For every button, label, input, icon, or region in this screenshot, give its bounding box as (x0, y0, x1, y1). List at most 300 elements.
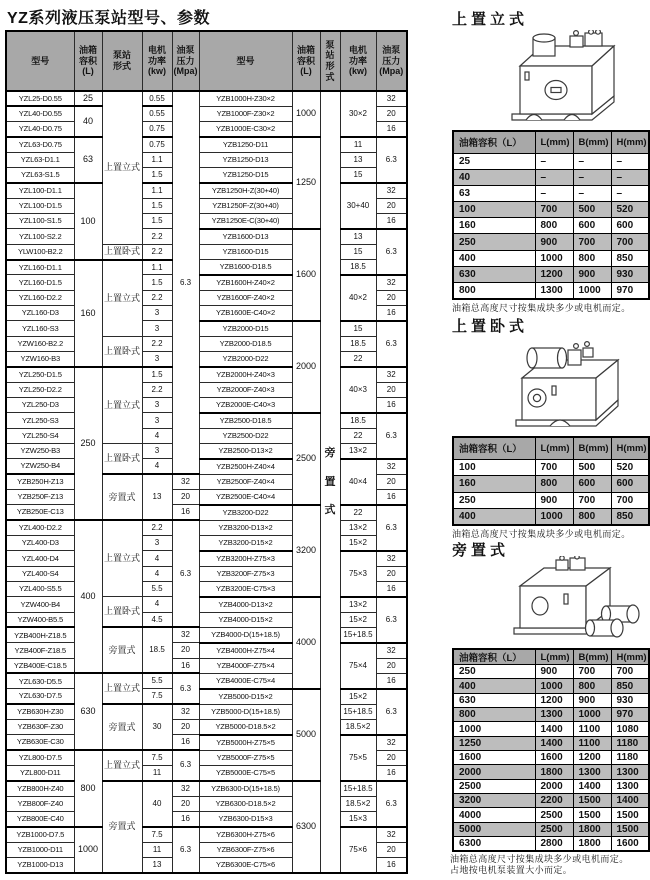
form-cell: 上置立式 (102, 367, 142, 444)
dimension-cell: 600 (573, 218, 611, 234)
pressure-cell: 20 (376, 382, 407, 397)
table-row (453, 169, 649, 185)
table-row (6, 352, 407, 367)
table-row (6, 704, 407, 719)
model-cell: YZL100-S1.5 (6, 214, 74, 229)
model-cell: YZL400-S5.5 (6, 582, 74, 597)
dimension-cell: 700 (573, 234, 611, 250)
table-row (6, 428, 407, 443)
model-cell: YZB6300F-Z75×6 (199, 842, 292, 857)
power-cell: 2.2 (142, 290, 172, 305)
capacity-cell: 630 (453, 693, 535, 707)
power-cell: 2.2 (142, 336, 172, 351)
horizontal-pump-station-drawing (492, 338, 642, 437)
model-cell: YZL160-D2.2 (6, 290, 74, 305)
power-cell: 15 (340, 321, 376, 336)
power-cell: 13 (340, 229, 376, 244)
pressure-cell: 32 (376, 827, 407, 842)
capacity-cell: 800 (453, 708, 535, 722)
model-cell: YZB2500-D18.5 (199, 413, 292, 428)
power-cell: 22 (340, 428, 376, 443)
table-row (453, 808, 649, 822)
side-mounted-pump-station-drawing (498, 556, 648, 653)
table-row (453, 509, 649, 526)
model-cell: YZB3200-D15×2 (199, 536, 292, 551)
capacity-cell: 2500 (453, 779, 535, 793)
model-cell: YZB4000H-Z75×4 (199, 643, 292, 658)
pressure-cell: 16 (172, 735, 199, 750)
dimension-cell: 500 (573, 202, 611, 218)
dimension-cell: 2800 (535, 837, 573, 851)
dimension-cell: 600 (611, 476, 649, 493)
model-cell: YZL100-D1.1 (6, 183, 74, 198)
pressure-cell: 6.3 (172, 91, 199, 474)
dimension-cell: 2200 (535, 794, 573, 808)
dimension-cell: 1300 (573, 765, 611, 779)
pressure-cell: 16 (172, 658, 199, 673)
power-cell: 3 (142, 352, 172, 367)
model-cell: YZL250-D3 (6, 398, 74, 413)
table-row (6, 275, 407, 290)
capacity-cell: 100 (74, 183, 102, 260)
model-cell: YZW400-B4 (6, 597, 74, 612)
capacity-cell: 2500 (292, 413, 320, 505)
model-cell: YZB400F-Z18.5 (6, 643, 74, 658)
pressure-cell: 16 (172, 811, 199, 826)
power-cell: 5.5 (142, 673, 172, 688)
capacity-cell: 25 (453, 153, 535, 169)
power-cell: 13 (142, 474, 172, 520)
capacity-cell: 4000 (292, 597, 320, 689)
capacity-cell: 63 (453, 185, 535, 201)
form-cell: 上置立式 (102, 673, 142, 704)
power-cell: 30+40 (340, 183, 376, 229)
model-cell: YZB1600-D18.5 (199, 260, 292, 275)
model-cell: YZB2500H-Z40×4 (199, 459, 292, 474)
dimension-cell: 700 (611, 234, 649, 250)
model-cell: YZB3200-D22 (199, 505, 292, 520)
dimension-cell: 1000 (573, 283, 611, 299)
model-cell: YZB2500F-Z40×4 (199, 474, 292, 489)
table-row (6, 229, 407, 244)
model-cell: YZB1600-D13 (199, 229, 292, 244)
power-cell: 1.1 (142, 152, 172, 167)
model-cell: YZL400-D3 (6, 536, 74, 551)
power-cell: 40×2 (340, 275, 376, 321)
horizontal-pump-station-illustration (492, 338, 642, 432)
power-cell: 18.5×2 (340, 719, 376, 734)
model-cell: YZL400-S4 (6, 566, 74, 581)
power-cell: 4 (142, 597, 172, 612)
dimension-cell: 1600 (611, 837, 649, 851)
dimension-cell: 930 (611, 266, 649, 282)
dimension-cell: 900 (535, 234, 573, 250)
power-cell: 15×2 (340, 612, 376, 627)
model-cell: YZB1600E-C40×2 (199, 306, 292, 321)
model-cell: YZL250-S3 (6, 413, 74, 428)
pressure-cell: 16 (376, 765, 407, 780)
column-header: 油箱 容积 (L) (292, 31, 320, 91)
dimension-cell: 1300 (535, 708, 573, 722)
pressure-cell: 6.3 (376, 689, 407, 735)
model-cell: YZL400-D2.2 (6, 520, 74, 535)
capacity-cell: 3200 (292, 505, 320, 597)
dimension-cell: 1500 (611, 822, 649, 836)
model-cell: YZB1250-D13 (199, 152, 292, 167)
table-row (6, 811, 407, 826)
capacity-cell: 4000 (453, 808, 535, 822)
power-cell: 5.5 (142, 582, 172, 597)
capacity-cell: 400 (74, 520, 102, 673)
pressure-cell: 32 (172, 474, 199, 489)
pressure-cell: 20 (172, 643, 199, 658)
power-cell: 4 (142, 428, 172, 443)
capacity-cell: 40 (74, 106, 102, 137)
table-row (6, 321, 407, 336)
table-row (453, 202, 649, 218)
power-cell: 3 (142, 321, 172, 336)
dimension-cell: – (573, 153, 611, 169)
pressure-cell: 32 (376, 367, 407, 382)
dimension-cell: 2500 (535, 808, 573, 822)
capacity-cell: 400 (453, 509, 535, 526)
column-header: 油泵 压力 (Mpa) (376, 31, 407, 91)
power-cell: 1.1 (142, 260, 172, 275)
form-cell: 旁 置 式 (320, 91, 340, 873)
pressure-cell: 16 (376, 490, 407, 505)
model-cell: YZL25-D0.55 (6, 91, 74, 106)
model-cell: YZB1000-D13 (6, 857, 74, 872)
model-cell: YZW250-B3 (6, 444, 74, 459)
power-cell: 2.2 (142, 229, 172, 244)
pressure-cell: 20 (376, 566, 407, 581)
model-cell: YZL250-D1.5 (6, 367, 74, 382)
pressure-cell: 20 (172, 490, 199, 505)
model-cell: YZB1250E-C(30+40) (199, 214, 292, 229)
pressure-cell: 32 (376, 459, 407, 474)
pressure-cell: 16 (376, 673, 407, 688)
model-cell: YZB3200F-Z75×3 (199, 566, 292, 581)
table-row (6, 597, 407, 612)
side-mounted-pump-station-illustration (498, 556, 648, 648)
dimension-cell: 850 (611, 679, 649, 693)
dimension-cell: 1400 (611, 794, 649, 808)
pressure-cell: 6.3 (376, 229, 407, 275)
column-header: L(mm) (535, 649, 573, 665)
pressure-cell: 6.3 (172, 750, 199, 781)
table-row (453, 476, 649, 493)
capacity-cell: 630 (453, 266, 535, 282)
model-cell: YZB1250F-Z(30+40) (199, 198, 292, 213)
pressure-cell: 6.3 (172, 520, 199, 627)
table-row (453, 283, 649, 299)
dimension-cell: 800 (573, 509, 611, 526)
dimension-cell: 1200 (535, 266, 573, 282)
column-header: H(mm) (611, 437, 649, 459)
model-cell: YZL63-D0.75 (6, 137, 74, 152)
model-cell: YZL800-D7.5 (6, 750, 74, 765)
model-cell: YZL63-S1.5 (6, 168, 74, 183)
panel-heading-vertical: 上置立式 (452, 11, 529, 28)
capacity-cell: 800 (74, 750, 102, 827)
table-row (6, 244, 407, 259)
power-cell: 13×2 (340, 597, 376, 612)
pressure-cell: 16 (376, 214, 407, 229)
model-cell: YZB5000-D18.5×2 (199, 719, 292, 734)
model-cell: YZB3200E-C75×3 (199, 582, 292, 597)
pressure-cell: 20 (376, 474, 407, 489)
pressure-cell: 20 (376, 106, 407, 121)
model-cell: YZB6300H-Z75×6 (199, 827, 292, 842)
pressure-cell: 20 (376, 842, 407, 857)
dimension-cell: 700 (611, 492, 649, 509)
table-row (6, 444, 407, 459)
form-cell: 上置立式 (102, 520, 142, 597)
power-cell: 11 (142, 765, 172, 780)
power-cell: 1.5 (142, 275, 172, 290)
column-header: 型号 (199, 31, 292, 91)
power-cell: 75×5 (340, 735, 376, 781)
power-cell: 15 (340, 244, 376, 259)
model-cell: YZB2500-D22 (199, 428, 292, 443)
pressure-cell: 32 (376, 551, 407, 566)
model-cell: YZW250-B4 (6, 459, 74, 474)
model-cell: YZB1600H-Z40×2 (199, 275, 292, 290)
power-cell: 15×2 (340, 536, 376, 551)
capacity-cell: 63 (74, 137, 102, 183)
table-row (453, 266, 649, 282)
capacity-cell: 160 (453, 218, 535, 234)
power-cell: 4 (142, 566, 172, 581)
pressure-cell: 6.3 (376, 321, 407, 367)
dimension-cell: 1100 (573, 722, 611, 736)
model-cell: YZB5000F-Z75×5 (199, 750, 292, 765)
column-header: L(mm) (535, 131, 573, 153)
table-row (6, 796, 407, 811)
dimension-cell: – (535, 169, 573, 185)
dimension-cell: 1800 (535, 765, 573, 779)
pressure-cell: 16 (376, 398, 407, 413)
form-cell: 旁置式 (102, 704, 142, 750)
table-row (6, 152, 407, 167)
dimension-cell: – (535, 185, 573, 201)
dimension-cell: 1180 (611, 736, 649, 750)
model-cell: YZB4000-D(15+18.5) (199, 627, 292, 642)
dimension-cell: 700 (573, 665, 611, 679)
column-header: B(mm) (573, 131, 611, 153)
pressure-cell: 16 (376, 857, 407, 872)
capacity-cell: 250 (453, 234, 535, 250)
model-cell: YZL40-D0.75 (6, 122, 74, 137)
model-cell: YZW400-B5.5 (6, 612, 74, 627)
model-cell: YZB1250H-Z(30+40) (199, 183, 292, 198)
page-title: YZ系列液压泵站型号、参数 (7, 10, 210, 27)
model-cell: YZB6300-D18.5×2 (199, 796, 292, 811)
table-row (6, 183, 407, 198)
dimension-cell: 600 (573, 476, 611, 493)
dimension-cell: 800 (573, 679, 611, 693)
pressure-cell: 32 (172, 627, 199, 642)
model-cell: YZL250-D2.2 (6, 382, 74, 397)
capacity-cell: 6300 (453, 837, 535, 851)
dimension-cell: 520 (611, 459, 649, 476)
model-cell: YZB250H-Z13 (6, 474, 74, 489)
model-cell: YZW160-B3 (6, 352, 74, 367)
table-row (6, 781, 407, 796)
dimension-cell: 1300 (611, 779, 649, 793)
dimension-cell: 1200 (535, 693, 573, 707)
dimension-cell: 1200 (573, 751, 611, 765)
table-row (453, 234, 649, 250)
form-cell: 上置卧式 (102, 444, 142, 475)
form-cell: 上置立式 (102, 260, 142, 337)
table-row (6, 627, 407, 642)
capacity-cell: 5000 (453, 822, 535, 836)
pressure-cell: 32 (376, 91, 407, 106)
power-cell: 40 (142, 781, 172, 827)
dimension-cell: 1300 (535, 283, 573, 299)
table-row (6, 520, 407, 535)
model-cell: YZB6300-D15×3 (199, 811, 292, 826)
dimension-cell: 1100 (573, 736, 611, 750)
model-cell: YZB1250-D15 (199, 168, 292, 183)
table-row (6, 505, 407, 520)
model-cell: YZL250-S4 (6, 428, 74, 443)
power-cell: 18.5 (340, 413, 376, 428)
column-header: 油箱容积（L） (453, 131, 535, 153)
pressure-cell: 6.3 (376, 505, 407, 551)
table-row (453, 459, 649, 476)
power-cell: 2.2 (142, 244, 172, 259)
power-cell: 18.5×2 (340, 796, 376, 811)
table-row (453, 722, 649, 736)
form-cell: 上置卧式 (102, 336, 142, 367)
table-row (453, 736, 649, 750)
power-cell: 75×3 (340, 551, 376, 597)
form-cell: 旁置式 (102, 781, 142, 873)
pressure-cell: 32 (376, 183, 407, 198)
form-cell: 上置立式 (102, 750, 142, 781)
power-cell: 1.5 (142, 198, 172, 213)
note-vertical: 油箱总高度尺寸按集成块多少或电机而定。 (452, 303, 631, 313)
model-cell: YZL160-S3 (6, 321, 74, 336)
power-cell: 3 (142, 306, 172, 321)
model-cell: YZB1600F-Z40×2 (199, 290, 292, 305)
pressure-cell: 6.3 (376, 781, 407, 827)
model-cell: YZB400E-C18.5 (6, 658, 74, 673)
power-cell: 75×6 (340, 827, 376, 873)
dimension-cell: 1600 (535, 751, 573, 765)
power-cell: 0.55 (142, 106, 172, 121)
table-row (453, 779, 649, 793)
model-cell: YZB1000E-C30×2 (199, 122, 292, 137)
power-cell: 3 (142, 413, 172, 428)
model-cell: YZL63-D1.1 (6, 152, 74, 167)
power-cell: 0.55 (142, 91, 172, 106)
column-header: 油箱 容积 (L) (74, 31, 102, 91)
dimension-cell: 1500 (573, 794, 611, 808)
model-cell: YZB1000-D7.5 (6, 827, 74, 842)
pressure-cell: 6.3 (172, 673, 199, 704)
model-cell: YZB400H-Z18.5 (6, 627, 74, 642)
capacity-cell: 100 (453, 459, 535, 476)
model-cell: YZB250F-Z13 (6, 490, 74, 505)
capacity-cell: 25 (74, 91, 102, 106)
form-cell: 上置立式 (102, 91, 142, 244)
model-cell: YZB630F-Z30 (6, 719, 74, 734)
table-row (453, 751, 649, 765)
dimension-cell: 700 (535, 202, 573, 218)
dimension-cell: – (535, 153, 573, 169)
capacity-cell: 160 (453, 476, 535, 493)
model-cell: YZL40-D0.55 (6, 106, 74, 121)
power-cell: 30 (142, 704, 172, 750)
pressure-cell: 20 (376, 198, 407, 213)
power-cell: 1.5 (142, 214, 172, 229)
power-cell: 30×2 (340, 91, 376, 137)
capacity-cell: 1250 (453, 736, 535, 750)
main-table (5, 30, 408, 874)
table-row (453, 153, 649, 169)
model-cell: YZB2000H-Z40×3 (199, 367, 292, 382)
column-header: B(mm) (573, 437, 611, 459)
power-cell: 0.75 (142, 137, 172, 152)
power-cell: 15+18.5 (340, 704, 376, 719)
main-table-body (6, 91, 407, 873)
model-cell: YZB4000-D15×2 (199, 612, 292, 627)
capacity-cell: 250 (74, 367, 102, 520)
capacity-cell: 400 (453, 679, 535, 693)
capacity-cell: 630 (74, 673, 102, 750)
table-row (453, 218, 649, 234)
dimension-cell: 800 (535, 476, 573, 493)
model-cell: YZB2000-D15 (199, 321, 292, 336)
table-row (6, 827, 407, 842)
table-row (453, 693, 649, 707)
model-cell: YZL630-D7.5 (6, 689, 74, 704)
pressure-cell: 16 (376, 306, 407, 321)
pressure-cell: 20 (172, 796, 199, 811)
pressure-cell: 32 (376, 275, 407, 290)
table-row (6, 168, 407, 183)
model-cell: YZB800H-Z40 (6, 781, 74, 796)
model-cell: YZB2500E-C40×4 (199, 490, 292, 505)
capacity-cell: 1600 (292, 229, 320, 321)
vertical-pump-station-drawing (492, 30, 642, 133)
model-cell: YZB4000F-Z75×4 (199, 658, 292, 673)
column-header: H(mm) (611, 131, 649, 153)
dimension-cell: 1800 (573, 822, 611, 836)
model-cell: YZL160-D3 (6, 306, 74, 321)
form-cell: 上置卧式 (102, 597, 142, 628)
dimension-table-vertical (452, 130, 650, 300)
dimension-cell: 1080 (611, 722, 649, 736)
model-cell: YZB800F-Z40 (6, 796, 74, 811)
model-cell: YZB6300-D(15+18.5) (199, 781, 292, 796)
dimension-cell: 1000 (573, 708, 611, 722)
column-header: 油泵 压力 (Mpa) (172, 31, 199, 91)
table-row (453, 250, 649, 266)
panel-heading-horizontal: 上置卧式 (452, 318, 529, 335)
power-cell: 13 (142, 857, 172, 872)
pressure-cell: 16 (172, 505, 199, 520)
model-cell: YZB1000-D11 (6, 842, 74, 857)
dimension-cell: 700 (573, 492, 611, 509)
column-header: 电机 功率 (kw) (340, 31, 376, 91)
column-header: 电机 功率 (kw) (142, 31, 172, 91)
model-cell: YZL160-D1.5 (6, 275, 74, 290)
model-cell: YZB1600-D15 (199, 244, 292, 259)
